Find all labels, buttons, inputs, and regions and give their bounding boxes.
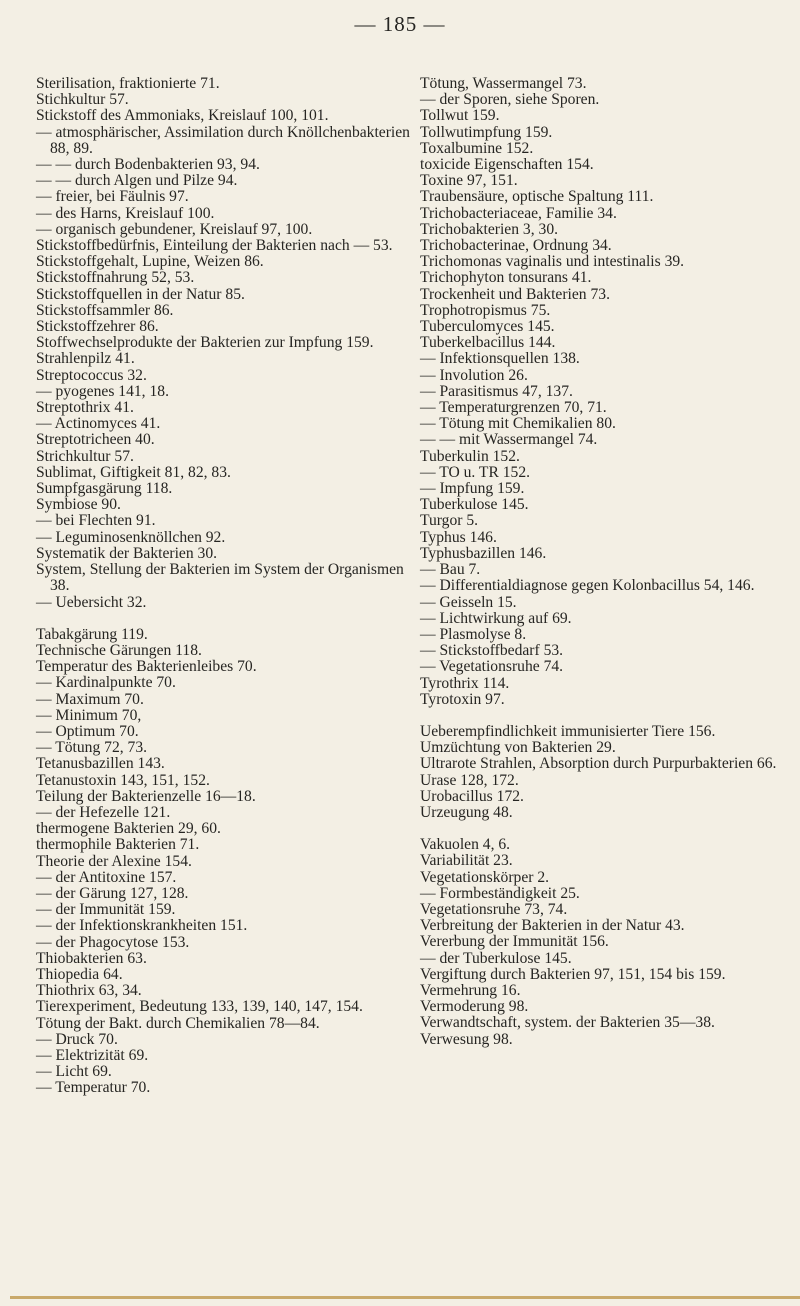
index-entry: — des Harns, Kreislauf 100. xyxy=(36,204,215,222)
index-entry: Vegetationsruhe 73, 74. xyxy=(420,900,568,918)
index-entry: — der Phagocytose 153. xyxy=(36,933,190,951)
index-entry: Stickstoffsammler 86. xyxy=(36,301,174,319)
index-entry: — Optimum 70. xyxy=(36,722,139,740)
index-entry: Verbreitung der Bakterien in der Natur 43. xyxy=(420,917,685,935)
index-entry: — atmosphärischer, Assimilation durch Knöllchenbakterien 88, 89. xyxy=(36,123,410,157)
index-entry: — organisch gebundener, Kreislauf 97, 100. xyxy=(36,220,313,238)
index-entry: Trichomonas vaginalis und intestinalis 39. xyxy=(420,253,685,271)
index-entry: Thiobakterien 63. xyxy=(36,949,147,967)
index-entry: Toxine 97, 151. xyxy=(420,172,518,190)
index-entry: — pyogenes 141, 18. xyxy=(36,382,169,400)
index-entry: — Formbeständigkeit 25. xyxy=(420,884,580,902)
index-entry: Verwandtschaft, system. der Bakterien 35—38. xyxy=(420,1014,715,1032)
index-entry: — der Infektionskrankheiten 151. xyxy=(36,917,248,935)
index-entry: Typhusbazillen 146. xyxy=(420,544,547,562)
index-entry: — Bau 7. xyxy=(420,561,481,579)
index-entry: — der Immunität 159. xyxy=(36,901,176,919)
index-entry: — Differentialdiagnose gegen Kolonbacillus 54, 146. xyxy=(420,577,755,595)
index-entry: Turgor 5. xyxy=(420,512,479,530)
index-entry: — Licht 69. xyxy=(36,1063,112,1081)
index-entry: Strichkultur 57. xyxy=(36,447,134,465)
index-entry: Ueberempfindlichkeit immunisierter Tiere 156. xyxy=(420,722,716,740)
index-entry: Trockenheit und Bakterien 73. xyxy=(420,285,610,303)
index-entry: Tetanustoxin 143, 151, 152. xyxy=(36,771,210,789)
index-entry: Umzüchtung von Bakterien 29. xyxy=(420,739,616,757)
index-entry: Tierexperiment, Bedeutung 133, 139, 140, 147, 154. xyxy=(36,998,363,1016)
index-entry: Vermoderung 98. xyxy=(420,998,529,1016)
index-entry: Verwesung 98. xyxy=(420,1030,513,1048)
index-entry: Stickstoffquellen in der Natur 85. xyxy=(36,285,245,303)
index-entry: Tuberkulose 145. xyxy=(420,496,529,514)
index-entry: Vermehrung 16. xyxy=(420,981,521,999)
index-entry: Tötung der Bakt. durch Chemikalien 78—84. xyxy=(36,1014,320,1032)
index-entry: Vakuolen 4, 6. xyxy=(420,836,511,854)
index-entry: Stickstoffbedürfnis, Einteilung der Bakterien nach — 53. xyxy=(36,237,393,255)
index-entry: — der Antitoxine 157. xyxy=(36,868,177,886)
index-entry: Streptotricheen 40. xyxy=(36,431,155,449)
index-entry: Theorie der Alexine 154. xyxy=(36,852,192,870)
index-entry: toxicide Eigenschaften 154. xyxy=(420,156,594,174)
index-entry: Tuberculomyces 145. xyxy=(420,318,555,336)
index-entry: Tyrothrix 114. xyxy=(420,674,510,692)
index-entry: Tollwutimpfung 159. xyxy=(420,123,553,141)
index-entry: Temperatur des Bakterienleibes 70. xyxy=(36,658,257,676)
index-entry: Trichophyton tonsurans 41. xyxy=(420,269,592,287)
index-entry: — Plasmolyse 8. xyxy=(420,625,527,643)
index-entry: — Maximum 70. xyxy=(36,690,144,708)
index-entry: Urase 128, 172. xyxy=(420,771,519,789)
index-entry: — Actinomyces 41. xyxy=(36,415,161,433)
index-entry: Systematik der Bakterien 30. xyxy=(36,544,218,562)
index-entry: System, Stellung der Bakterien im System der Organismen 38. xyxy=(36,561,404,595)
index-entry: thermophile Bakterien 71. xyxy=(36,836,200,854)
index-entry: Trichobacterinae, Ordnung 34. xyxy=(420,237,612,255)
bottom-edge-rule xyxy=(10,1296,800,1299)
index-entry: Symbiose 90. xyxy=(36,496,121,514)
index-entry: Strahlenpilz 41. xyxy=(36,350,135,368)
index-entry: Stickstoff des Ammoniaks, Kreislauf 100, 101. xyxy=(36,107,329,125)
index-entry: — der Sporen, siehe Sporen. xyxy=(420,91,600,109)
index-entry: — der Hefezelle 121. xyxy=(36,803,171,821)
index-entry: — der Gärung 127, 128. xyxy=(36,884,189,902)
index-entry: — Leguminosenknöllchen 92. xyxy=(36,528,226,546)
index-entry: Variabilität 23. xyxy=(420,852,513,870)
index-entry: — Geisseln 15. xyxy=(420,593,517,611)
index-entry: — Infektionsquellen 138. xyxy=(420,350,580,368)
index-entry: Sublimat, Giftigkeit 81, 82, 83. xyxy=(36,463,231,481)
index-entry: — Involution 26. xyxy=(420,366,528,384)
index-entry: — Impfung 159. xyxy=(420,480,525,498)
index-entry: Tetanusbazillen 143. xyxy=(36,755,165,773)
index-entry: — Elektrizität 69. xyxy=(36,1046,149,1064)
index-entry: Technische Gärungen 118. xyxy=(36,641,202,659)
index-entry: Vererbung der Immunität 156. xyxy=(420,933,609,951)
index-entry: — Temperatur 70. xyxy=(36,1079,151,1097)
index-entry: — Druck 70. xyxy=(36,1030,118,1048)
index-entry: — TO u. TR 152. xyxy=(420,463,531,481)
index-entry: Stichkultur 57. xyxy=(36,91,129,109)
page-number: — 185 — xyxy=(354,12,446,36)
index-entry: Trichobakterien 3, 30. xyxy=(420,220,559,238)
index-entry: — der Tuberkulose 145. xyxy=(420,949,572,967)
index-entry: — Temperaturgrenzen 70, 71. xyxy=(420,399,607,417)
index-entry: Urobacillus 172. xyxy=(420,787,524,805)
index-entry: Stickstoffzehrer 86. xyxy=(36,318,159,336)
index-entry: Vergiftung durch Bakterien 97, 151, 154 bis 159. xyxy=(420,965,726,983)
index-entry: Sumpfgasgärung 118. xyxy=(36,480,173,498)
index-entry: Trophotropismus 75. xyxy=(420,301,551,319)
index-entry: — Stickstoffbedarf 53. xyxy=(420,642,564,660)
index-entry: Thiothrix 63, 34. xyxy=(36,982,142,1000)
index-entry: — Tötung mit Chemikalien 80. xyxy=(420,415,616,433)
index-entry: — — durch Bodenbakterien 93, 94. xyxy=(36,156,260,174)
index-entry: thermogene Bakterien 29, 60. xyxy=(36,820,221,838)
index-entry: Streptococcus 32. xyxy=(36,366,147,384)
index-entry: Tyrotoxin 97. xyxy=(420,690,505,708)
index-entry: Toxalbumine 152. xyxy=(420,139,534,157)
index-entry: Typhus 146. xyxy=(420,528,497,546)
index-entry: Ultrarote Strahlen, Absorption durch Purpurbakterien 66. xyxy=(420,755,777,773)
index-entry: — Tötung 72, 73. xyxy=(36,739,148,757)
index-entry: Tollwut 159. xyxy=(420,107,500,125)
index-entry: Stoffwechselprodukte der Bakterien zur Impfung 159. xyxy=(36,334,374,352)
index-column-left xyxy=(36,76,416,1097)
index-entry: Tötung, Wassermangel 73. xyxy=(420,75,587,92)
index-entry: Vegetationskörper 2. xyxy=(420,868,550,886)
index-entry: — bei Flechten 91. xyxy=(36,512,156,530)
index-entry: Streptothrix 41. xyxy=(36,399,134,417)
index-entry: Urzeugung 48. xyxy=(420,803,513,821)
index-entry: — Uebersicht 32. xyxy=(36,593,147,611)
index-entry: — Lichtwirkung auf 69. xyxy=(420,609,572,627)
index-entry: — Vegetationsruhe 74. xyxy=(420,658,564,676)
index-entry: Sterilisation, fraktionierte 71. xyxy=(36,75,220,92)
index-entry: — — mit Wassermangel 74. xyxy=(420,431,598,449)
index-entry: Stickstoffnahrung 52, 53. xyxy=(36,269,195,287)
index-entry: Teilung der Bakterienzelle 16—18. xyxy=(36,787,256,805)
index-entry: Traubensäure, optische Spaltung 111. xyxy=(420,188,654,206)
index-entry: — Minimum 70, xyxy=(36,706,142,724)
index-entry: Tuberkelbacillus 144. xyxy=(420,334,556,352)
index-entry: Tabakgärung 119. xyxy=(36,625,148,643)
index-entry: — Kardinalpunkte 70. xyxy=(36,674,176,692)
index-entry: — Parasitismus 47, 137. xyxy=(420,382,573,400)
index-entry: Tuberkulin 152. xyxy=(420,447,520,465)
index-column-right xyxy=(420,76,800,1048)
index-entry: Trichobacteriaceae, Familie 34. xyxy=(420,204,617,222)
index-entry: — — durch Algen und Pilze 94. xyxy=(36,172,238,190)
index-entry: — freier, bei Fäulnis 97. xyxy=(36,188,189,206)
index-entry: Stickstoffgehalt, Lupine, Weizen 86. xyxy=(36,253,264,271)
index-entry: Thiopedia 64. xyxy=(36,965,123,983)
